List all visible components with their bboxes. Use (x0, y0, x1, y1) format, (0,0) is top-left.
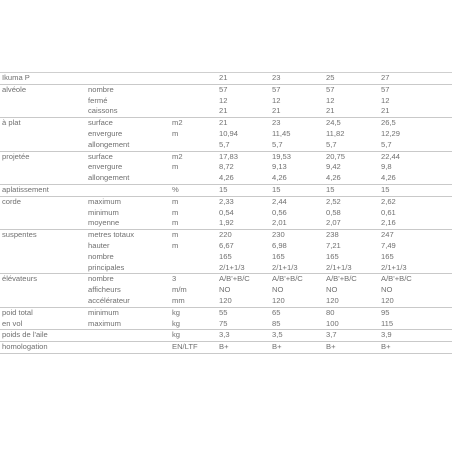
size-25-value: 80 (326, 307, 335, 317)
size-27-value: 12 (381, 95, 390, 105)
size-21-value: 8,72 (219, 162, 234, 172)
size-23-value: 0,56 (272, 207, 287, 217)
table-row (0, 218, 452, 229)
size-27-value: 9,8 (381, 162, 392, 172)
size-27-value: 22,44 (381, 151, 401, 161)
table-row (0, 196, 452, 208)
unit: m (172, 207, 179, 217)
sub-label: nombre (88, 84, 114, 94)
size-27-value: 2,62 (381, 196, 396, 206)
size-23-value: 57 (272, 84, 281, 94)
row-label: Ikuma P (2, 73, 30, 82)
size-25-value: 24,5 (326, 118, 341, 128)
sub-label: surface (88, 118, 113, 128)
table-row (0, 341, 452, 354)
row-label: élévateurs (2, 274, 38, 284)
row-label: en vol (2, 318, 23, 328)
table-row (0, 72, 452, 84)
size-21-value: 165 (219, 251, 232, 261)
size-23-value: 2,44 (272, 196, 287, 206)
size-27-value: 2,16 (381, 218, 396, 228)
size-23-value: 165 (272, 251, 285, 261)
sub-label: nombre (88, 251, 114, 261)
size-27-value: 57 (381, 84, 390, 94)
size-27-value: B+ (381, 342, 391, 352)
size-23-value: 230 (272, 230, 285, 240)
size-27-value: 120 (381, 295, 394, 305)
size-25-value: 2,07 (326, 218, 341, 228)
sub-label: metres totaux (88, 230, 135, 240)
size-21-value: B+ (219, 342, 229, 352)
table-row (0, 140, 452, 151)
table-row (0, 229, 452, 241)
sub-label: caissons (88, 106, 118, 116)
size-23-value: 6,98 (272, 240, 287, 250)
size-21-value: 12 (219, 95, 228, 105)
size-27-value: 3,9 (381, 330, 392, 340)
size-27-value: 0,61 (381, 207, 396, 217)
size-27-value: 4,26 (381, 173, 396, 183)
sub-label: surface (88, 151, 113, 161)
size-27-value: 247 (381, 230, 394, 240)
size-25-value: 0,58 (326, 207, 341, 217)
size-27-value: 95 (381, 307, 390, 317)
row-label: projetée (2, 151, 30, 161)
table-row (0, 252, 452, 263)
size-23-value: 2,01 (272, 218, 287, 228)
size-25-value: 4,26 (326, 173, 341, 183)
sub-label: minimum (88, 207, 119, 217)
table-row (0, 319, 452, 330)
sub-label: afficheurs (88, 285, 121, 295)
size-25-value: 7,21 (326, 240, 341, 250)
row-label: homologation (2, 342, 48, 352)
table-row (0, 241, 452, 252)
size-21-value: 15 (219, 184, 228, 194)
size-27-value: 15 (381, 184, 390, 194)
sub-label: allongement (88, 139, 130, 149)
table-row (0, 329, 452, 341)
unit: m (172, 240, 179, 250)
table-row (0, 263, 452, 274)
sub-label: envergure (88, 162, 123, 172)
size-21-value: 21 (219, 118, 228, 128)
table-row (0, 307, 452, 319)
size-21-value: 2/1+1/3 (219, 262, 245, 272)
size-23-value: 19,53 (272, 151, 292, 161)
size-27-value: 2/1+1/3 (381, 262, 407, 272)
size-27-value: NO (381, 285, 393, 295)
unit: kg (172, 307, 181, 317)
size-25-value: 9,42 (326, 162, 341, 172)
size-23-value: 9,13 (272, 162, 287, 172)
size-21-value: 21 (219, 73, 228, 82)
size-25-value: 2/1+1/3 (326, 262, 352, 272)
row-label: alvéole (2, 84, 27, 94)
size-23-value: 120 (272, 295, 285, 305)
size-27-value: 27 (381, 73, 390, 82)
size-21-value: 220 (219, 230, 232, 240)
size-25-value: 12 (326, 95, 335, 105)
size-27-value: 7,49 (381, 240, 396, 250)
size-21-value: 1,92 (219, 218, 234, 228)
table-row (0, 84, 452, 96)
unit: kg (172, 330, 181, 340)
sub-label: principales (88, 262, 125, 272)
size-25-value: 25 (326, 73, 335, 82)
size-27-value: 165 (381, 251, 394, 261)
size-25-value: B+ (326, 342, 336, 352)
table-row (0, 273, 452, 285)
size-27-value: 115 (381, 318, 394, 328)
unit: EN/LTF (172, 342, 198, 352)
unit: m (172, 196, 179, 206)
table-row (0, 296, 452, 307)
sub-label: envergure (88, 128, 123, 138)
size-23-value: 4,26 (272, 173, 287, 183)
row-label: corde (2, 196, 21, 206)
table-row (0, 285, 452, 296)
size-25-value: 5,7 (326, 139, 337, 149)
size-21-value: 120 (219, 295, 232, 305)
size-23-value: 5,7 (272, 139, 283, 149)
row-label: poid total (2, 307, 33, 317)
size-27-value: 26,5 (381, 118, 396, 128)
row-label: aplatissement (2, 184, 49, 194)
sub-label: maximum (88, 318, 121, 328)
unit: m2 (172, 118, 183, 128)
size-27-value: A/B'+B/C (381, 274, 412, 284)
size-21-value: 17,83 (219, 151, 239, 161)
size-25-value: 100 (326, 318, 339, 328)
unit: mm (172, 295, 185, 305)
size-25-value: A/B'+B/C (326, 274, 357, 284)
size-21-value: 5,7 (219, 139, 230, 149)
size-23-value: 23 (272, 118, 281, 128)
unit: m/m (172, 285, 187, 295)
size-21-value: 3,3 (219, 330, 230, 340)
size-23-value: 21 (272, 106, 281, 116)
size-21-value: 75 (219, 318, 228, 328)
size-23-value: 2/1+1/3 (272, 262, 298, 272)
row-label: à plat (2, 118, 21, 128)
size-21-value: 57 (219, 84, 228, 94)
unit: % (172, 184, 179, 194)
size-23-value: NO (272, 285, 284, 295)
size-21-value: A/B'+B/C (219, 274, 250, 284)
size-21-value: 21 (219, 106, 228, 116)
row-label: suspentes (2, 230, 37, 240)
table-row (0, 162, 452, 173)
size-23-value: 12 (272, 95, 281, 105)
sub-label: moyenne (88, 218, 120, 228)
size-23-value: 3,5 (272, 330, 283, 340)
size-21-value: 6,67 (219, 240, 234, 250)
size-21-value: 55 (219, 307, 228, 317)
table-row (0, 184, 452, 196)
size-21-value: NO (219, 285, 231, 295)
unit: m (172, 128, 179, 138)
specification-table (0, 72, 452, 354)
size-23-value: A/B'+B/C (272, 274, 303, 284)
size-25-value: 165 (326, 251, 339, 261)
unit: m2 (172, 151, 183, 161)
unit: 3 (172, 274, 177, 284)
size-25-value: 120 (326, 295, 339, 305)
sub-label: accélérateur (88, 295, 130, 305)
table-row (0, 96, 452, 107)
table-row (0, 117, 452, 129)
unit: m (172, 162, 179, 172)
size-27-value: 5,7 (381, 139, 392, 149)
size-25-value: 21 (326, 106, 335, 116)
size-21-value: 2,33 (219, 196, 234, 206)
size-25-value: 3,7 (326, 330, 337, 340)
table-row (0, 151, 452, 163)
sub-label: minimum (88, 307, 119, 317)
size-23-value: B+ (272, 342, 282, 352)
size-25-value: 2,52 (326, 196, 341, 206)
size-21-value: 10,94 (219, 128, 239, 138)
size-21-value: 0,54 (219, 207, 234, 217)
table-row (0, 129, 452, 140)
sub-label: maximum (88, 196, 121, 206)
size-25-value: 11,82 (326, 128, 345, 138)
size-21-value: 4,26 (219, 173, 234, 183)
table-row (0, 106, 452, 117)
sub-label: hauter (88, 240, 110, 250)
size-25-value: 15 (326, 184, 335, 194)
row-label: poids de l'aile (2, 330, 48, 340)
size-25-value: 57 (326, 84, 335, 94)
size-25-value: 20,75 (326, 151, 346, 161)
size-27-value: 21 (381, 106, 390, 116)
sub-label: nombre (88, 274, 114, 284)
size-25-value: NO (326, 285, 338, 295)
size-23-value: 23 (272, 73, 281, 82)
size-27-value: 12,29 (381, 128, 401, 138)
table-row (0, 208, 452, 219)
unit: m (172, 218, 179, 228)
sub-label: fermé (88, 95, 108, 105)
sub-label: allongement (88, 173, 130, 183)
size-23-value: 15 (272, 184, 281, 194)
unit: m (172, 230, 179, 240)
size-25-value: 238 (326, 230, 339, 240)
unit: kg (172, 318, 181, 328)
size-23-value: 65 (272, 307, 281, 317)
table-row (0, 173, 452, 184)
size-23-value: 11,45 (272, 128, 291, 138)
size-23-value: 85 (272, 318, 281, 328)
